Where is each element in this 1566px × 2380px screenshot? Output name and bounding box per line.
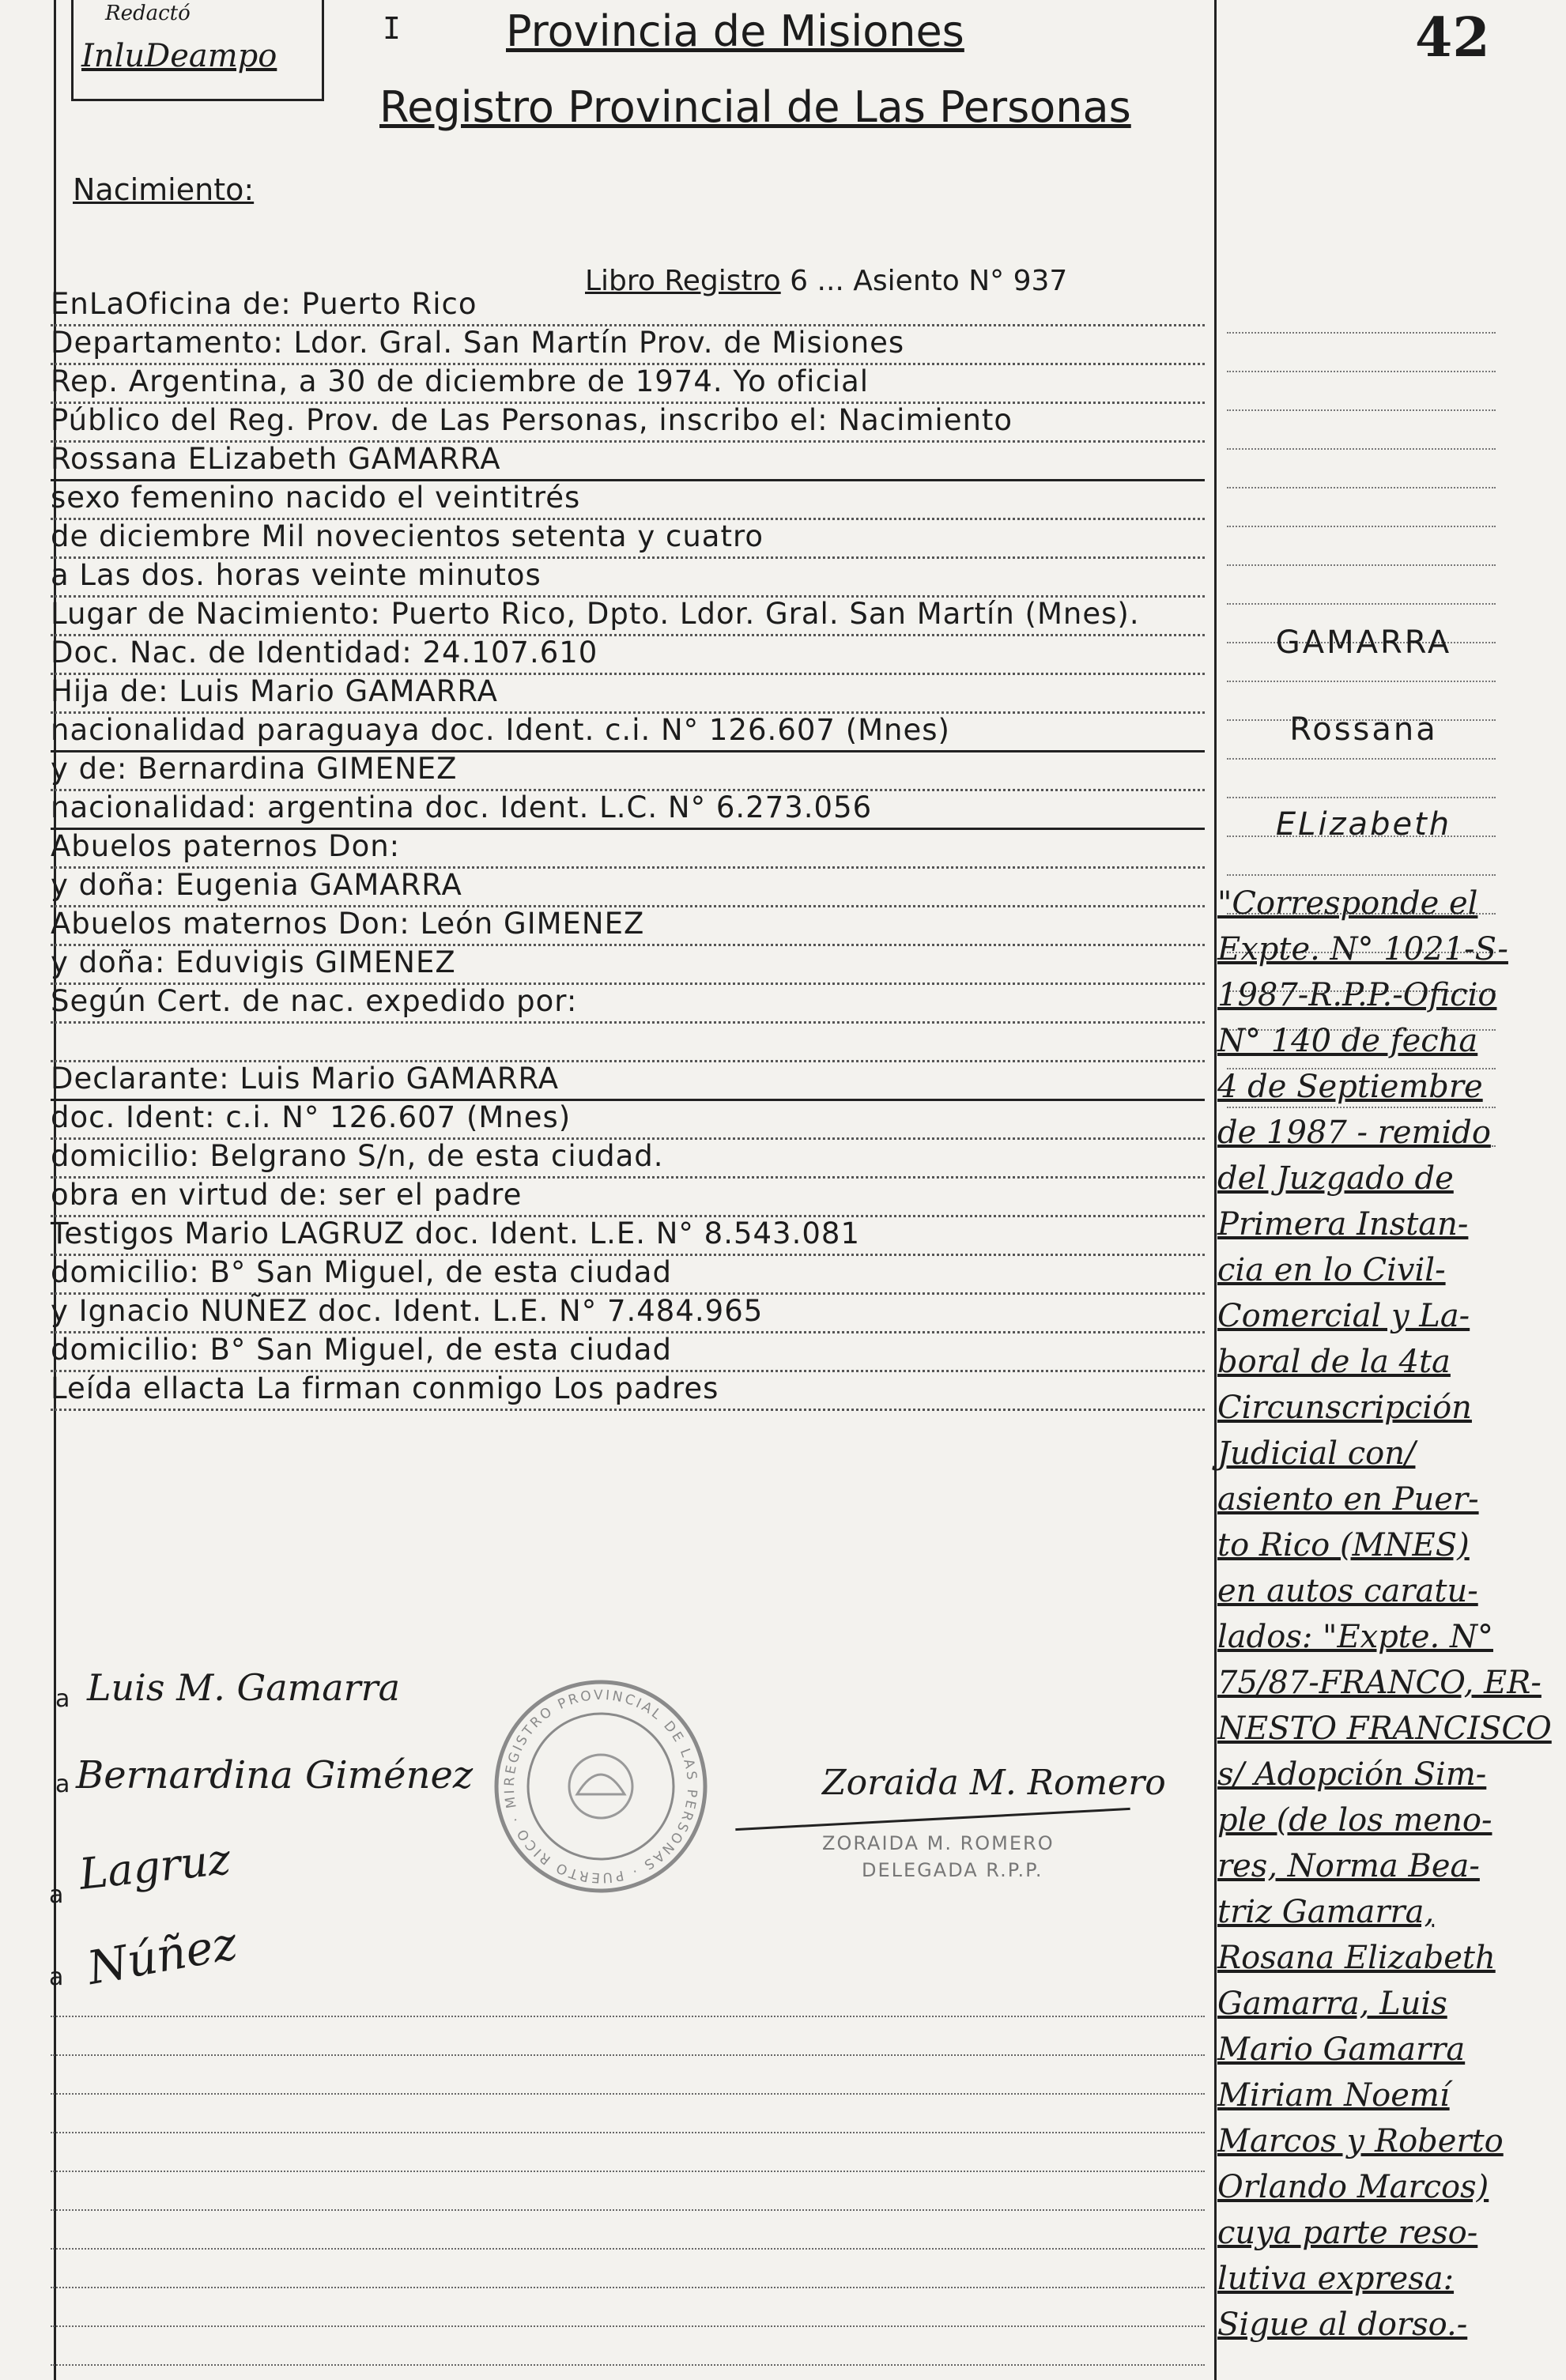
record-line-19: Según Cert. de nac. expedido por:	[51, 982, 1205, 1024]
page-number: 42	[1415, 6, 1490, 70]
margin-first-name: Rossana	[1289, 711, 1438, 748]
father-signature: Luis M. Gamarra	[87, 1666, 401, 1709]
record-line-7: de diciembre Mil novecientos setenta y cuatro	[51, 517, 1205, 559]
margin-note-line-14: asiento en Puer-	[1217, 1481, 1479, 1518]
record-line-9: Lugar de Nacimiento: Puerto Rico, Dpto. Ldor. Gral. San Martín (Mnes).	[51, 594, 1205, 636]
margin-rule	[1227, 681, 1496, 682]
record-line-1: EnLaOficina de: Puerto Rico	[51, 285, 1205, 326]
record-line-4: Público del Reg. Prov. de Las Personas, inscribo el: Nacimiento	[51, 401, 1205, 443]
margin-note-line-17: lados: "Expte. N°	[1217, 1619, 1493, 1655]
margin-second-name: ELizabeth	[1275, 806, 1452, 843]
margin-note-line-19: NESTO FRANCISCO	[1217, 1711, 1552, 1747]
margin-note-line-28: Marcos y Roberto	[1217, 2123, 1504, 2159]
folio-mark: I	[383, 11, 401, 46]
margin-rule	[1227, 758, 1496, 760]
margin-note-line-11: boral de la 4ta	[1217, 1344, 1451, 1380]
asiento-label: Asiento N°	[853, 265, 1005, 297]
margin-surname: GAMARRA	[1275, 624, 1452, 661]
blank-ruled-line	[51, 2016, 1205, 2017]
blank-ruled-line	[51, 2093, 1205, 2095]
margin-note-line-15: to Rico (MNES)	[1217, 1527, 1470, 1563]
record-line-5: Rossana ELizabeth GAMARRA	[51, 439, 1205, 481]
margin-rule	[1227, 874, 1496, 876]
record-line-16: y doña: Eugenia GAMARRA	[51, 866, 1205, 907]
libro-prefix: Libro Registro	[585, 265, 781, 297]
margin-rule	[1227, 564, 1496, 566]
record-line-18: y doña: Eduvigis GIMENEZ	[51, 943, 1205, 985]
signature-prefix-3: a	[49, 1881, 64, 1909]
record-line-6: sexo femenino nacido el veintitrés	[51, 478, 1205, 520]
margin-rule	[1227, 487, 1496, 488]
margin-note-line-29: Orlando Marcos)	[1217, 2169, 1489, 2205]
margin-rule	[1227, 332, 1496, 334]
record-line-28: domicilio: B° San Miguel, de esta ciudad	[51, 1330, 1205, 1372]
record-line-20	[51, 1020, 1205, 1062]
margin-note-line-9: cia en lo Civil-	[1217, 1252, 1446, 1288]
mother-signature: Bernardina Giménez	[76, 1753, 474, 1797]
province-title: Provincia de Misiones	[506, 6, 964, 56]
record-line-26: domicilio: B° San Miguel, de esta ciudad	[51, 1253, 1205, 1295]
official-signature: Zoraida M. Romero	[822, 1763, 1166, 1803]
libro-number: 6	[790, 265, 809, 297]
official-seal	[490, 1676, 711, 1900]
record-line-13: y de: Bernardina GIMENEZ	[51, 749, 1205, 791]
signature-prefix-4: a	[49, 1963, 64, 1991]
margin-rule	[1227, 526, 1496, 527]
blank-ruled-line	[51, 2325, 1205, 2327]
witness-2-signature: Núñez	[83, 1915, 241, 1996]
witness-1-signature: Lagruz	[77, 1834, 233, 1899]
margin-note-line-3: 1987-R.P.P.-Oficio	[1217, 977, 1497, 1013]
margin-rule	[1227, 603, 1496, 605]
margin-note-line-5: 4 de Septiembre	[1217, 1069, 1483, 1105]
signature-prefix-2: a	[55, 1771, 70, 1798]
blank-ruled-line	[51, 2248, 1205, 2250]
asiento-number: 937	[1013, 265, 1068, 297]
margin-note-line-27: Miriam Noemí	[1217, 2077, 1450, 2114]
margin-note-line-13: Judicial con/	[1217, 1435, 1416, 1472]
record-line-17: Abuelos maternos Don: León GIMENEZ	[51, 904, 1205, 946]
redacto-label: Redactó	[105, 2, 191, 25]
margin-rule	[1227, 409, 1496, 411]
margin-note-line-23: triz Gamarra,	[1217, 1894, 1435, 1930]
stamp-name: ZORAIDA M. ROMERO	[822, 1832, 1055, 1854]
redacto-signature: InluDeampo	[81, 38, 277, 74]
record-line-2: Departamento: Ldor. Gral. San Martín Prov. de Misiones	[51, 323, 1205, 365]
blank-ruled-line	[51, 2171, 1205, 2172]
record-line-8: a Las dos. horas veinte minutos	[51, 556, 1205, 598]
record-line-14: nacionalidad: argentina doc. Ident. L.C. N° 6.273.056	[51, 788, 1205, 830]
blank-ruled-line	[51, 2287, 1205, 2288]
margin-rule	[1227, 448, 1496, 450]
record-line-12: nacionalidad paraguaya doc. Ident. c.i. N° 126.607 (Mnes)	[51, 711, 1205, 752]
record-line-23: domicilio: Belgrano S/n, de esta ciudad.	[51, 1137, 1205, 1179]
margin-rule	[1227, 371, 1496, 372]
blank-ruled-line	[51, 2364, 1205, 2366]
record-line-10: Doc. Nac. de Identidad: 24.107.610	[51, 633, 1205, 675]
right-column-divider	[1214, 0, 1217, 2380]
official-signature-line	[735, 1808, 1130, 1831]
margin-rule	[1227, 1107, 1496, 1108]
record-line-11: Hija de: Luis Mario GAMARRA	[51, 672, 1205, 714]
blank-ruled-line	[51, 2132, 1205, 2133]
record-line-27: y Ignacio NUÑEZ doc. Ident. L.E. N° 7.484.965	[51, 1292, 1205, 1333]
margin-rule	[1227, 797, 1496, 798]
margin-note-line-31: lutiva expresa:	[1217, 2261, 1455, 2297]
margin-note-line-22: res, Norma Bea-	[1217, 1848, 1480, 1884]
redacto-box	[71, 0, 324, 101]
blank-ruled-line	[51, 2054, 1205, 2056]
stamp-role: DELEGADA R.P.P.	[862, 1859, 1043, 1881]
registry-title: Registro Provincial de Las Personas	[379, 82, 1131, 132]
margin-note-line-18: 75/87-FRANCO, ER-	[1217, 1665, 1541, 1701]
record-line-3: Rep. Argentina, a 30 de diciembre de 1974. Yo oficial	[51, 362, 1205, 404]
blank-ruled-line	[51, 2209, 1205, 2211]
margin-note-line-4: N° 140 de fecha	[1217, 1023, 1478, 1059]
margin-note-line-26: Mario Gamarra	[1217, 2031, 1466, 2068]
margin-note-line-2: Expte. N° 1021-S-	[1217, 931, 1508, 967]
record-line-21: Declarante: Luis Mario GAMARRA	[51, 1059, 1205, 1101]
record-line-25: Testigos Mario LAGRUZ doc. Ident. L.E. N° 8.543.081	[51, 1214, 1205, 1256]
record-line-15: Abuelos paternos Don:	[51, 827, 1205, 869]
seal-text: REGISTRO PROVINCIAL DE LAS PERSONAS · PUERTO RICO · MI	[501, 1687, 700, 1886]
record-line-24: obra en virtud de: ser el padre	[51, 1175, 1205, 1217]
margin-note-line-16: en autos caratu-	[1217, 1573, 1478, 1609]
margin-note-line-20: s/ Adopción Sim-	[1217, 1756, 1487, 1793]
margin-note-line-32: Sigue al dorso.-	[1217, 2306, 1468, 2343]
section-label: Nacimiento:	[73, 172, 255, 207]
margin-note-line-6: de 1987 - remido	[1217, 1115, 1491, 1151]
record-line-29: Leída ellacta La firman conmigo Los padres	[51, 1369, 1205, 1411]
record-line-22: doc. Ident: c.i. N° 126.607 (Mnes)	[51, 1098, 1205, 1140]
margin-note-line-8: Primera Instan-	[1217, 1206, 1469, 1243]
margin-note-line-24: Rosana Elizabeth	[1217, 1940, 1496, 1976]
margin-note-line-10: Comercial y La-	[1217, 1298, 1470, 1334]
seal-graphic	[490, 1676, 711, 1897]
signature-prefix-1: a	[55, 1685, 70, 1713]
margin-note-line-7: del Juzgado de	[1217, 1160, 1454, 1197]
margin-note-line-12: Circunscripción	[1217, 1390, 1472, 1426]
margin-note-line-25: Gamarra, Luis	[1217, 1986, 1447, 2022]
margin-note-line-30: cuya parte reso-	[1217, 2215, 1478, 2251]
margin-note-line-1: "Corresponde el	[1217, 885, 1478, 922]
margin-note-line-21: ple (de los meno-	[1217, 1802, 1492, 1839]
libro-registro-line: Libro Registro 6 ... Asiento N° 937	[585, 265, 1068, 297]
